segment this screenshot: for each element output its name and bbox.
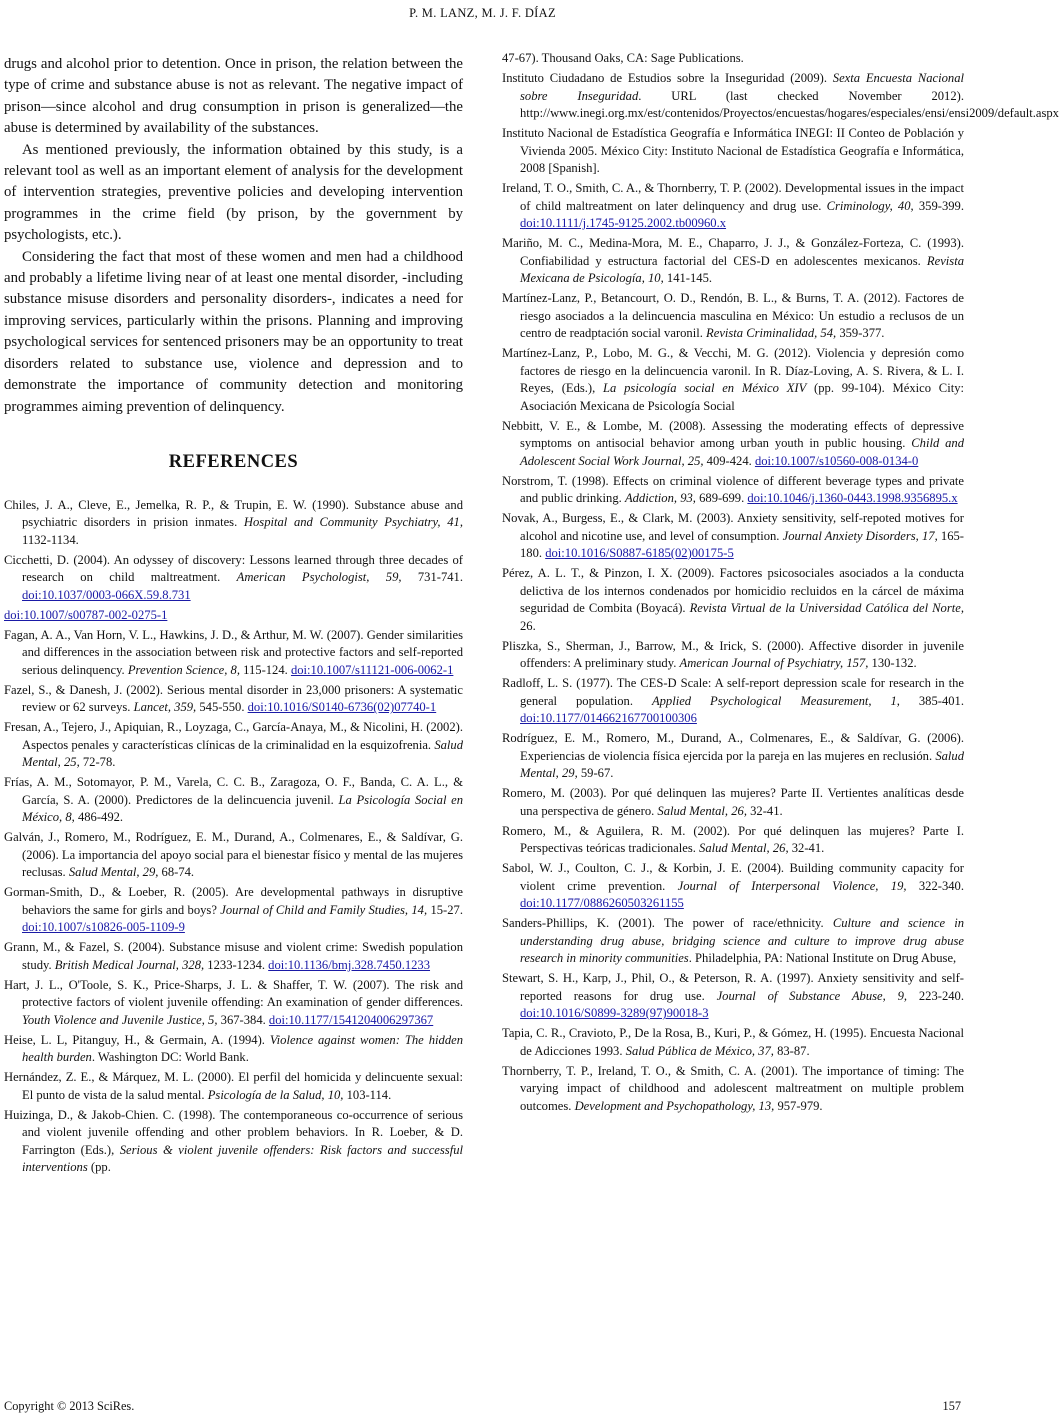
reference-source: Revista Criminalidad, 54, <box>706 326 837 340</box>
reference-entry <box>502 290 964 343</box>
reference-text: Instituto Nacional de Estadística Geografía e Informática INEGI: II Conteo de Población y Vivienda 2005. México City: Instituto Nacional de Estadística Geografía e Informática, 2008 [Spanish]. <box>502 126 964 175</box>
reference-text: Huizinga, D., & Jakob-Chien. C. (1998). The contemporaneous co-occurrence of serious and violent juvenile offending and other problem behaviors. In R. Loeber, & D. Farrington (Eds.), <box>4 1107 463 1157</box>
reference-entry <box>502 50 964 68</box>
reference-source: La psicología social en México XIV <box>603 381 807 395</box>
reference-text: 103-114. <box>343 1087 392 1102</box>
doi-link[interactable]: doi:10.1007/s10560-008-0134-0 <box>754 453 919 468</box>
reference-source: Child and Adolescent Social Work Journal, 25, <box>520 436 965 468</box>
reference-text: 165-180. <box>520 528 964 560</box>
reference-text: 115-124. <box>240 662 291 677</box>
reference-source: Salud Mental, 29, <box>68 865 159 880</box>
reference-entry <box>502 860 964 913</box>
reference-source: La Psicología Social en México, 8, <box>22 792 464 825</box>
reference-text: Frías, A. M., Sotomayor, P. M., Varela, C. C. B., Zaragoza, O. F., Banda, C. A. L., & García, S. A. (2000). Predictores de la delincuencia juvenil. <box>4 775 463 807</box>
reference-list-right <box>502 50 1059 1115</box>
doi-link[interactable]: doi:10.1177/0886260503261155 <box>520 896 684 910</box>
copyright: Copyright © 2013 SciRes. <box>4 1399 135 1413</box>
reference-entry <box>502 915 964 968</box>
reference-entry <box>502 1025 964 1060</box>
reference-text: 322-340. <box>906 878 964 893</box>
reference-text: 731-741. <box>401 570 463 585</box>
reference-source: Youth Violence and Juvenile Justice, 5, <box>22 1012 218 1027</box>
reference-text: Sanders-Phillips, K. (2001). The power of race/ethnicity. <box>502 916 833 930</box>
reference-entry <box>4 719 463 772</box>
reference-text: Stewart, S. H., Karp, J., Phil, O., & Peterson, R. A. (1997). Anxiety sensitivity and self-reported reasons for drug use. <box>502 971 964 1003</box>
reference-text: 83-87. <box>773 1043 810 1058</box>
running-head: P. M. LANZ, M. J. F. DÍAZ <box>409 6 556 20</box>
reference-text: 1132-1134. <box>22 532 79 547</box>
reference-text: 47-67). Thousand Oaks, CA: Sage Publications. <box>502 51 744 65</box>
reference-text: 72-78. <box>79 755 116 770</box>
reference-source: Addiction, 93, <box>624 491 696 505</box>
reference-entry <box>502 510 964 563</box>
reference-text: 689-699. <box>695 491 748 505</box>
reference-text: Instituto Ciudadano de Estudios sobre la Inseguridad (2009). <box>502 71 833 85</box>
doi-link[interactable]: doi:10.1037/0003-066X.59.8.731 <box>22 587 191 602</box>
reference-text: (pp. 99-104). México City: Asociación Mexicana de Psicología Social <box>520 381 964 413</box>
reference-source: Revista Mexicana de Psicología, 10, <box>520 253 964 285</box>
reference-entry <box>4 607 463 625</box>
reference-source: American Psychologist, 59, <box>236 570 402 585</box>
reference-text: Radloff, L. S. (1977). The CES-D Scale: A self-report depression scale for research in the general population. <box>502 676 964 708</box>
reference-list-left <box>4 497 463 1177</box>
reference-text: Cicchetti, D. (2004). An odyssey of discovery: Lessons learned through three decades of research on child maltreatment. <box>4 552 463 585</box>
reference-source: Revista Virtual de la Universidad Católica del Norte, <box>689 601 964 615</box>
reference-source: Hospital and Community Psychiatry, 41, <box>243 515 463 530</box>
reference-entry <box>4 552 463 605</box>
doi-link[interactable]: doi:10.1007/s11121-006-0062-1 <box>290 662 454 677</box>
page-number: 157 <box>942 1399 961 1413</box>
reference-source: Psicología de la Salud, 10, <box>207 1087 344 1102</box>
body-paragraph: Considering the fact that most of these women and men had a childhood and probably a lifetime living near of at least one mental disorder, -including substance misuse disorders and personality disorders-, indicates a need for improving services, particularly within the prisons. Planning and improving psychological services for sentenced prisoners may be an opportunity to treat disorders related to substance use, violence and depression and to demonstrate the importance of community detection and monitoring programmes aiming prevention of delinquency. <box>4 248 463 415</box>
reference-text: Martínez-Lanz, P., Lobo, M. G., & Vecchi, M. G. (2012). Violencia y depresión como factores de riesgo en la delincuencia varonil. In R. Díaz-Loving, A. S. Rivera, & L. I. Reyes, (Eds.), <box>502 346 964 395</box>
reference-entry <box>4 774 463 827</box>
reference-entry <box>502 345 964 415</box>
reference-source: Culture and science in understanding drug abuse, bridging science and culture to improve drug abuse research in minority communities <box>520 916 965 965</box>
right-column <box>502 50 1059 1118</box>
reference-source: Lancet, 359, <box>133 700 197 715</box>
reference-entry <box>4 977 463 1030</box>
reference-text: 223-240. <box>907 988 964 1003</box>
doi-link[interactable]: doi:10.1007/s00787-002-0275-1 <box>4 607 168 622</box>
reference-entry <box>502 970 964 1023</box>
reference-text: Galván, J., Romero, M., Rodríguez, E. M., Durand, A., Colmenares, E., & Saldívar, G. (2006). La importancia del apoyo social para el bienestar físico y mental de las mujeres reclusas. <box>4 830 463 880</box>
reference-source: Salud Pública de México, 37, <box>625 1043 774 1058</box>
reference-source: Prevention Science, 8, <box>127 662 240 677</box>
doi-link[interactable]: doi:10.1016/S0140-6736(02)07740-1 <box>247 700 437 715</box>
reference-text: 367-384. <box>217 1012 269 1027</box>
reference-entry <box>502 125 964 178</box>
reference-text: Ireland, T. O., Smith, C. A., & Thornberry, T. P. (2002). Developmental issues in the impact of child maltreatment on later delinquency and drug use. <box>502 181 964 213</box>
reference-text: . Washington DC: World Bank. <box>91 1050 249 1065</box>
doi-link[interactable]: doi:10.1111/j.1745-9125.2002.tb00960.x <box>520 216 727 230</box>
reference-text: 359-377. <box>836 326 885 340</box>
reference-entry <box>502 1063 964 1116</box>
reference-text: Gorman-Smith, D., & Loeber, R. (2005). Are developmental pathways in disruptive behaviors the same for girls and boys? <box>4 885 463 917</box>
reference-text: Heise, L. L, Pitanguy, H., & Germain, A. (1994). <box>4 1032 270 1047</box>
reference-source: Journal of Interpersonal Violence, 19, <box>677 878 907 893</box>
reference-text: Pérez, A. L. T., & Pinzon, I. X. (2009). Factores psicosociales asociados a la conducta delictiva de los internos condenados por homicidio recluidos en la cárcel de máxima seguridad de Combita (Boyacá). <box>502 566 964 615</box>
reference-source: Salud Mental, 25, <box>22 737 463 770</box>
doi-link[interactable]: doi:10.1016/S0887-6185(02)00175-5 <box>545 546 734 560</box>
reference-text: 957-979. <box>774 1098 823 1113</box>
reference-entry <box>502 418 964 471</box>
reference-entry <box>502 473 964 508</box>
reference-text: Grann, M., & Fazel, S. (2004). Substance misuse and violent crime: Swedish population study. <box>4 940 463 972</box>
body-paragraph: drugs and alcohol prior to detention. Once in prison, the relation between the type of crime and substance abuse is not as relevant. The negative impact of prison—since alcohol and drug consumption in prison is generalized—the abuse is determined by availability of the substances. <box>4 56 463 137</box>
reference-text: 68-74. <box>158 865 195 880</box>
reference-entry <box>4 939 463 974</box>
reference-text: Norstrom, T. (1998). Effects on criminal violence of different beverage types and private and public drinking. <box>502 473 964 505</box>
reference-text: (pp. <box>87 1160 111 1175</box>
doi-link[interactable]: doi:10.1016/S0899-3289(97)90018-3 <box>520 1006 709 1020</box>
reference-source: Salud Mental, 26, <box>699 841 789 855</box>
references-heading: REFERENCES <box>168 451 299 472</box>
reference-text: Pliszka, S., Sherman, J., Barrow, M., & Irick, S. (2000). Affective disorder in juvenile offenders: A preliminary study. <box>502 638 964 670</box>
reference-source: American Journal of Psychiatry, 157, <box>679 656 869 670</box>
reference-text: 545-550. <box>196 700 248 715</box>
doi-link[interactable]: doi:10.1007/s10826-005-1109-9 <box>22 920 185 935</box>
body-paragraph: As mentioned previously, the information obtained by this study, is a relevant tool as well as an important element of analysis for the development of intervention strategies, preventive policies and developing intervention programmes in the crime field (by prison, by the government by psychologists, etc.). <box>4 141 463 244</box>
reference-text: Romero, M. (2003). Por qué delinquen las mujeres? Parte II. Vertientes analíticas desde una perspectiva de género. <box>502 786 964 818</box>
reference-entry <box>502 180 964 233</box>
reference-text: Novak, A., Burgess, E., & Clark, M. (2003). Anxiety sensitivity, self-repoted motives for alcohol and nicotine use, and level of consumption. <box>502 511 964 543</box>
reference-text: 486-492. <box>74 810 124 825</box>
reference-entry <box>4 682 463 717</box>
reference-source: Sexta Encuesta Nacional sobre Inseguridad <box>520 71 964 103</box>
reference-text: Mariño, M. C., Medina-Mora, M. E., Chaparro, J. J., & González-Forteza, C. (1993). Confiabilidad y estructura factorial del CES-D en adolescentes mexicanos. <box>502 236 964 268</box>
reference-text: Fazel, S., & Danesh, J. (2002). Serious mental disorder in 23,000 prisoners: A systematic review or 62 surveys. <box>4 682 463 715</box>
reference-text: Fagan, A. A., Van Horn, V. L., Hawkins, J. D., & Arthur, M. W. (2007). Gender similarities and differences in the association between risk and protective factors and self-reported serious delinquency. <box>4 627 463 677</box>
reference-source: Journal of Substance Abuse, 9, <box>716 988 908 1003</box>
reference-source: Salud Mental, 29, <box>520 748 964 780</box>
reference-entry <box>502 675 964 728</box>
reference-entry <box>4 1032 463 1067</box>
reference-text: Fresan, A., Tejero, J., Apiquian, R., Loyzaga, C., García-Anaya, M., & Nicolini, H. (2002). Aspectos penales y características clínicas de la criminalidad en la esquizofrenia. <box>4 720 463 752</box>
reference-entry <box>4 627 463 680</box>
reference-source: British Medical Journal, 328, <box>54 957 205 972</box>
reference-text: 26. <box>520 618 536 633</box>
reference-text: 32-41. <box>788 841 825 855</box>
reference-text: 15-27. <box>427 902 463 917</box>
reference-entry <box>502 785 964 820</box>
reference-source: Serious & violent juvenile offenders: Risk factors and successful interventions <box>22 1142 463 1175</box>
doi-link[interactable]: doi:10.1046/j.1360-0443.1998.9356895.x <box>747 491 958 505</box>
reference-entry <box>4 497 463 550</box>
reference-text: 130-132. <box>868 656 917 670</box>
reference-entry <box>502 565 964 635</box>
reference-entry <box>502 730 964 783</box>
reference-entry <box>502 638 964 673</box>
reference-entry <box>4 884 463 937</box>
reference-text: 32-41. <box>746 803 783 818</box>
reference-source: Salud Mental, 26, <box>657 803 747 818</box>
reference-text: 359-399. <box>913 198 964 213</box>
reference-entry <box>4 1069 463 1104</box>
reference-text: Martínez-Lanz, P., Betancourt, O. D., Rendón, B. L., & Burns, T. A. (2012). Factores de riesgo asociados a la delincuencia masculina en México: Un estudio a reclusos de un centro de readptación social varonil. <box>502 291 964 340</box>
reference-text: Nebbitt, V. E., & Lombe, M. (2008). Assessing the moderating effects of depressive symptoms on antisocial behavior among urban youth in public housing. <box>502 418 964 450</box>
reference-entry <box>502 823 964 858</box>
reference-source: Journal of Child and Family Studies, 14, <box>220 902 428 917</box>
reference-source: Violence against women: The hidden health burden <box>22 1032 463 1065</box>
reference-text: Tapia, C. R., Cravioto, P., De la Rosa, B., Kuri, P., & Gómez, H. (1995). Encuesta Nacional de Adicciones 1993. <box>502 1026 964 1058</box>
reference-text: Sabol, W. J., Coulton, C. J., & Korbin, J. E. (2004). Building community capacity for violent crime prevention. <box>502 861 964 893</box>
reference-text: 141-145. <box>663 271 713 285</box>
reference-text: . Philadelphia, PA: National Institute on Drug Abuse, <box>688 951 957 965</box>
reference-entry <box>502 70 1059 123</box>
reference-entry <box>502 235 964 288</box>
reference-text: 385-401. <box>899 693 964 708</box>
reference-text: Hernández, Z. E., & Márquez, M. L. (2000). El perfil del homicida y delincuente sexual: El punto de vista de la salud mental. <box>4 1070 463 1102</box>
reference-source: Journal Anxiety Disorders, 17, <box>782 528 938 543</box>
reference-source: Applied Psychological Measurement, 1, <box>651 693 900 708</box>
reference-entry <box>4 1107 463 1177</box>
reference-entry <box>4 829 463 882</box>
doi-link[interactable]: doi:10.1177/014662167700100306 <box>520 711 697 725</box>
reference-text: Chiles, J. A., Cleve, E., Jemelka, R. P., & Trupin, E. W. (1990). Substance abuse and psychiatric disorders in prision inmates. <box>4 497 463 530</box>
reference-text: 1233-1234. <box>204 957 269 972</box>
reference-text: 409-424. <box>703 453 755 468</box>
reference-source: Criminology, 40, <box>826 198 914 213</box>
reference-source: Development and Psychopathology, 13, <box>574 1098 775 1113</box>
reference-text: 59-67. <box>577 766 614 780</box>
reference-text: Rodríguez, E. M., Romero, M., Durand, A., Colmenares, E., & Saldívar, G. (2006). Experiencias de violencia física ejercida por la pareja en las mujeres en reclusión. <box>502 731 964 763</box>
reference-text: Thornberry, T. P., Ireland, T. O., & Smith, C. A. (2001). The importance of timing: The varying impact of childhood and adolescent maltreatment on multiple problem outcomes. <box>502 1063 964 1113</box>
reference-text: Romero, M., & Aguilera, R. M. (2002). Por qué delinquen las mujeres? Parte I. Perspectivas teóricas tradicionales. <box>502 823 964 855</box>
doi-link[interactable]: doi:10.1136/bmj.328.7450.1233 <box>268 957 431 972</box>
reference-text: Hart, J. L., O'Toole, S. K., Price-Sharps, J. L. & Shaffer, T. W. (2007). The risk and protective factors of violent juvenile offending: An examination of gender differences. <box>4 977 463 1010</box>
reference-text: . URL (last checked November 2012). http://www.inegi.org.mx/est/contenidos/Proyectos/encuestas/hogares/especiales/ensi/ensi2009/default.aspx <box>520 88 1059 120</box>
left-column <box>4 54 463 1179</box>
doi-link[interactable]: doi:10.1177/1541204006297367 <box>268 1012 434 1027</box>
